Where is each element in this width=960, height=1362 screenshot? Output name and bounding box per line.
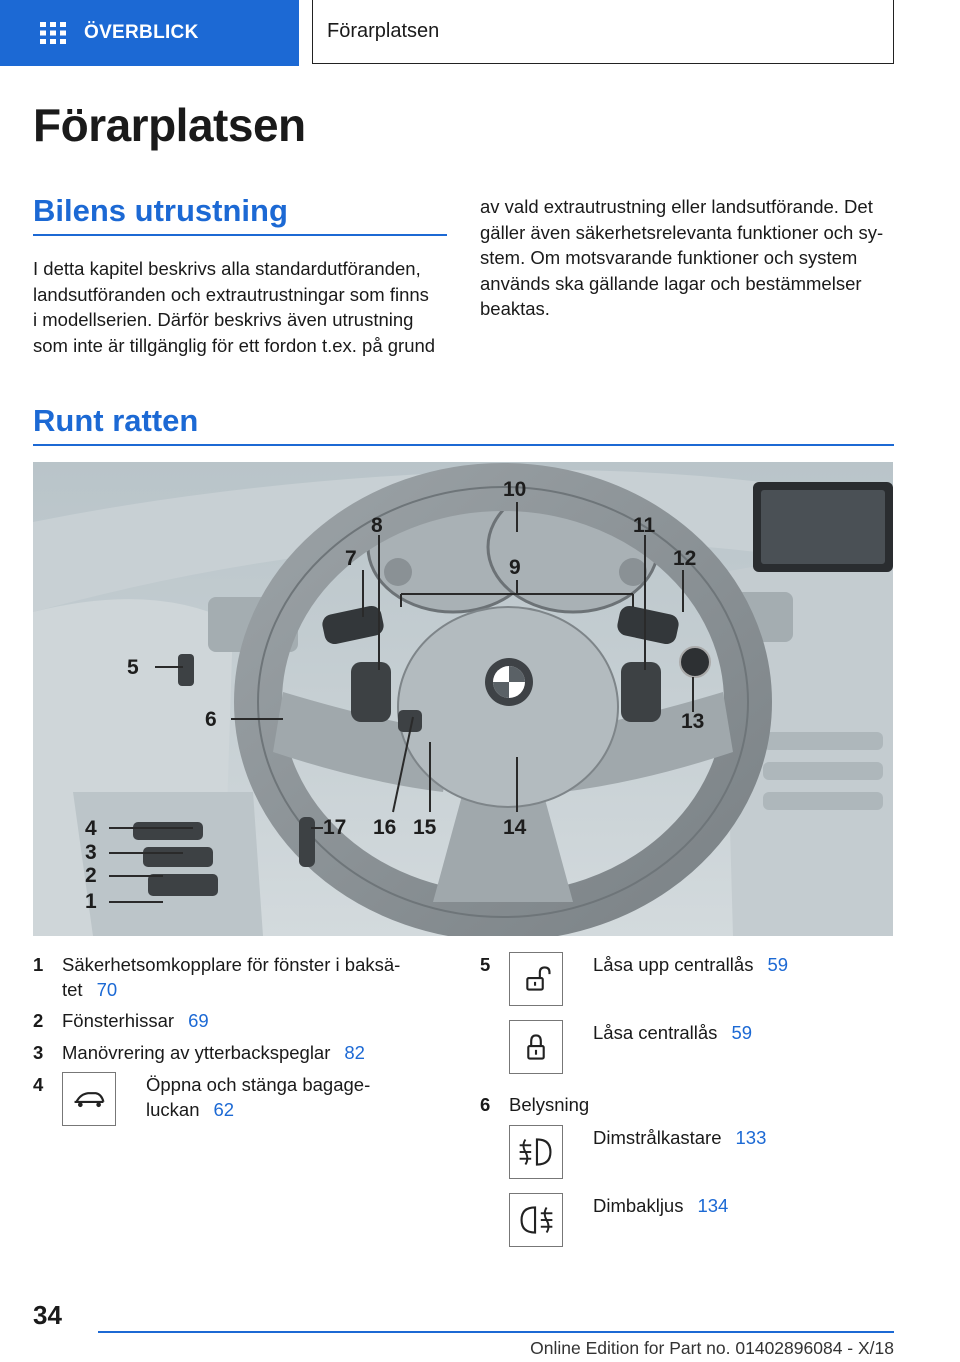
legend-number: 1 — [33, 954, 44, 975]
callout-label: 8 — [371, 514, 383, 537]
callout-label: 11 — [633, 514, 656, 537]
legend-item — [480, 1092, 894, 1117]
callout-label: 16 — [373, 816, 397, 839]
callout-label: 14 — [503, 816, 527, 839]
legend-item — [480, 1125, 894, 1150]
callout-label: 17 — [323, 816, 347, 839]
lock-icon — [509, 1020, 563, 1074]
legend-item — [480, 1020, 894, 1045]
legend-item — [33, 952, 453, 1002]
page-title: Förarplatsen — [33, 99, 306, 151]
legend-number: 2 — [33, 1010, 44, 1031]
legend-text: tet — [62, 979, 83, 1000]
text-line: I detta kapitel beskrivs alla standardutföranden, — [33, 258, 421, 279]
legend-text: Låsa upp centrallås — [593, 954, 754, 975]
legend-text: Låsa centrallås — [593, 1022, 718, 1043]
callout-label: 12 — [673, 547, 697, 570]
section-heading-steering: Runt ratten — [33, 403, 199, 438]
tailgate-icon — [62, 1072, 116, 1126]
legend-text: Dimbakljus — [593, 1195, 684, 1216]
legend-text: Manövrering av ytterbackspeglar — [62, 1042, 331, 1063]
callout-label: 2 — [85, 864, 97, 887]
legend-number: 5 — [480, 954, 491, 975]
callout-label: 4 — [85, 817, 97, 840]
callout-label: 6 — [205, 708, 217, 731]
legend-number: 6 — [480, 1094, 491, 1115]
text-line: landsutföranden och extrautrustningar som finns — [33, 283, 429, 305]
legend-text: Dimstrålkastare — [593, 1127, 722, 1148]
legend-number: 3 — [33, 1042, 44, 1063]
callout-label: 13 — [681, 710, 705, 733]
rear-fog-light-icon — [509, 1193, 563, 1247]
page-number: 34 — [33, 1300, 62, 1330]
callout-label: 15 — [413, 816, 437, 839]
section-rule — [33, 234, 447, 236]
page-link[interactable]: 134 — [697, 1195, 729, 1216]
page-link[interactable]: 70 — [96, 979, 118, 1000]
intro-paragraph-col2 — [480, 194, 883, 322]
text-line: stem. Om motsvarande funktioner och system — [480, 247, 858, 268]
legend-item — [33, 1008, 453, 1033]
legend-number: 4 — [33, 1074, 44, 1095]
callout-label: 5 — [127, 656, 139, 679]
cockpit-illustration — [33, 462, 893, 936]
legend-text: Belysning — [509, 1094, 590, 1115]
footer-edition: Online Edition for Part no. 01402896084 - X/18 — [530, 1338, 894, 1358]
legend-text: Säkerhetsomkopplare för fönster i baksä- — [62, 954, 401, 975]
legend-item — [33, 1072, 453, 1122]
callout-label: 10 — [503, 478, 527, 501]
text-line: beaktas. — [480, 298, 550, 319]
page-link[interactable]: 69 — [188, 1010, 209, 1031]
text-line: som inte är tillgänglig för ett fordon t.ex. på grund — [33, 334, 436, 356]
callout-label: 1 — [85, 890, 97, 913]
page-link[interactable]: 82 — [344, 1042, 365, 1063]
page-link[interactable]: 59 — [767, 954, 789, 975]
legend-item — [33, 1040, 453, 1065]
text-line: används ska gällande lagar och bestämmelser — [480, 272, 862, 294]
section-heading-equipment: Bilens utrustning — [33, 193, 288, 228]
front-fog-light-icon — [509, 1125, 563, 1179]
top-bar — [0, 0, 960, 66]
callout-label: 7 — [345, 547, 357, 570]
section-rule — [33, 444, 894, 446]
text-line: gäller även säkerhetsrelevanta funktioner och sy- — [480, 221, 884, 243]
legend-text: Fönsterhissar — [62, 1010, 175, 1031]
callout-label: 3 — [85, 841, 97, 864]
text-line: av vald extrautrustning eller landsutförande. Det — [480, 196, 873, 217]
legend-item — [480, 1193, 894, 1218]
overview-tab[interactable] — [0, 0, 299, 66]
page-link[interactable]: 62 — [213, 1099, 235, 1120]
legend-item — [480, 952, 894, 977]
legend-text: Öppna och stänga bagage- — [146, 1074, 371, 1095]
current-section-tab[interactable]: Förarplatsen — [312, 0, 894, 64]
grid-icon — [40, 22, 66, 44]
unlock-icon — [509, 952, 563, 1006]
legend-text: luckan — [146, 1099, 200, 1120]
page-link[interactable]: 59 — [731, 1022, 753, 1043]
intro-paragraph-col1 — [33, 256, 435, 358]
callout-label: 9 — [509, 556, 521, 579]
overview-tab-label: ÖVERBLICK — [84, 22, 199, 43]
page-link[interactable]: 133 — [735, 1127, 767, 1148]
footer-rule — [98, 1331, 894, 1333]
text-line: i modellserien. Därför beskrivs även utrustning — [33, 309, 414, 330]
